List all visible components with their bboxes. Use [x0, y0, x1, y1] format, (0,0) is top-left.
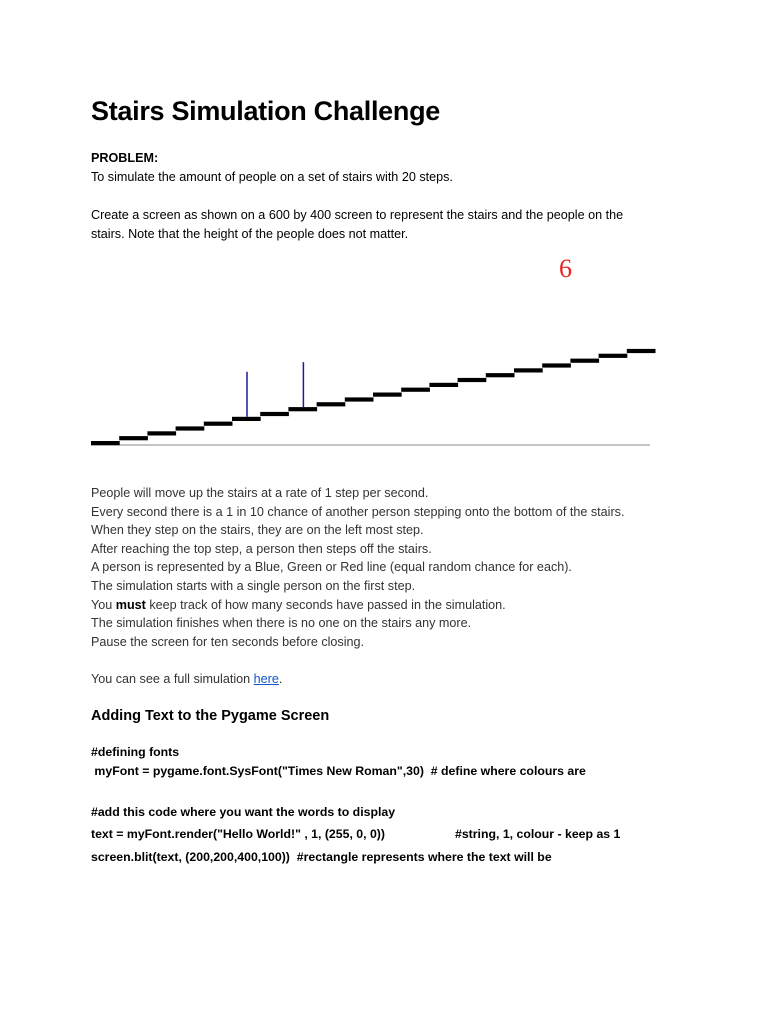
stair-step	[599, 354, 628, 358]
stair-step	[176, 426, 205, 430]
stair-step	[288, 407, 317, 411]
code-render-comment: #string, 1, colour - keep as 1	[455, 827, 621, 841]
code-comment-display: #add this code where you want the words to display	[91, 805, 396, 819]
stair-step	[429, 383, 458, 387]
stair-step	[542, 363, 571, 367]
stair-step	[232, 417, 261, 421]
stair-step	[119, 436, 148, 440]
rule-line: Pause the screen for ten seconds before closing.	[91, 634, 365, 649]
stairs-steps	[91, 349, 656, 445]
rule-line: The simulation finishes when there is no one on the stairs any more.	[91, 616, 472, 631]
stair-step	[373, 393, 402, 397]
full-simulation-link[interactable]: here	[253, 672, 279, 687]
rule-line: A person is represented by a Blue, Green or Red line (equal random chance for each).	[91, 560, 572, 575]
rule-line: People will move up the stairs at a rate of 1 step per second.	[91, 486, 429, 500]
stair-step	[345, 397, 374, 401]
create-screen-line1: Create a screen as shown on a 600 by 400 screen to represent the stairs and the people on the	[91, 208, 624, 222]
stair-step	[401, 388, 430, 392]
stair-step	[317, 402, 346, 406]
rule-line: When they step on the stairs, they are on the left most step.	[91, 523, 424, 538]
see-text-end: .	[278, 672, 283, 687]
code-blit-line: screen.blit(text, (200,200,400,100)) #rectangle represents where the text will be	[91, 850, 552, 864]
stair-step	[570, 359, 599, 363]
seconds-counter: 6	[559, 254, 572, 283]
stair-step	[627, 349, 656, 353]
rule-line-must	[91, 596, 624, 615]
full-simulation-line	[91, 670, 624, 689]
stair-step	[458, 378, 487, 382]
code-comment-fonts: #defining fonts	[91, 745, 180, 759]
code-font-definition: myFont = pygame.font.SysFont("Times New Roman",30) # define where colours are	[91, 764, 586, 778]
rule-emphasis: must	[115, 597, 146, 612]
rule-line: The simulation starts with a single person on the first step.	[91, 578, 416, 593]
stair-step	[91, 441, 120, 445]
stair-step	[514, 368, 543, 372]
stair-step	[260, 412, 289, 416]
code-render-line: text = myFont.render("Hello World!" , 1, (255, 0, 0))	[91, 827, 385, 841]
rule-text: keep track of how many seconds have passed in the simulation.	[145, 597, 506, 612]
stair-step	[147, 431, 176, 435]
section-heading: Adding Text to the Pygame Screen	[91, 708, 330, 724]
page-title: Stairs Simulation Challenge	[91, 96, 440, 126]
see-text: You can see a full simulation	[91, 672, 254, 687]
create-screen-line2: stairs. Note that the height of the people does not matter.	[91, 227, 409, 241]
stair-step	[486, 373, 515, 377]
problem-label: PROBLEM:	[91, 151, 159, 165]
rule-line: After reaching the top step, a person then steps off the stairs.	[91, 541, 432, 556]
rule-text: You	[91, 597, 116, 612]
stair-step	[204, 422, 233, 426]
problem-text: To simulate the amount of people on a set of stairs with 20 steps.	[91, 170, 453, 184]
rule-line: Every second there is a 1 in 10 chance of another person stepping onto the bottom of the stairs.	[91, 504, 625, 519]
rules-paragraph	[91, 484, 624, 689]
